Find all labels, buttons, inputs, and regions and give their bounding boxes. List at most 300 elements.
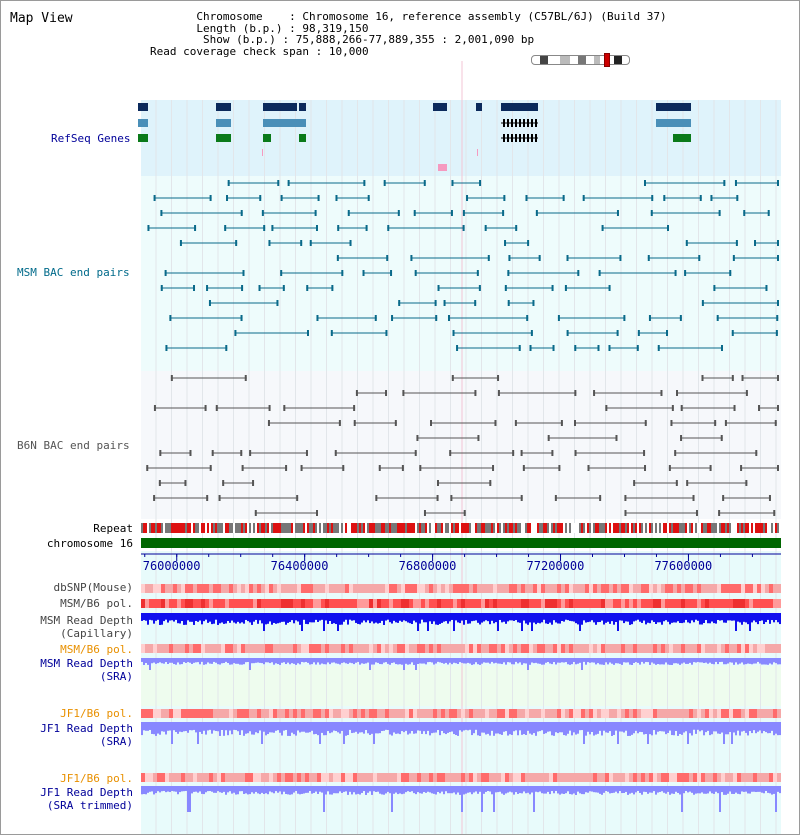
depth-bar [463,786,465,794]
depth-bar [439,722,441,735]
repeat-element [753,523,755,533]
repeat-element [451,523,453,533]
polymorphism-cell [701,709,705,718]
msm-bac-pair-end [235,240,237,246]
polymorphism-cell [213,709,217,718]
msm-bac-pair-end [503,195,505,201]
polymorphism-cell [237,709,241,718]
depth-bar [657,658,659,664]
depth-bar [649,786,651,793]
polymorphism-cell [433,599,437,608]
polymorphism-cell [221,644,225,653]
polymorphism-cell [181,709,185,718]
depth-bar [189,613,191,622]
b6n-bac-pair-end [402,465,404,471]
depth-bar [455,722,457,735]
depth-bar [759,658,761,664]
repeat-element [651,523,653,533]
depth-bar [409,722,411,733]
polymorphism-cell [405,773,409,782]
depth-bar [745,722,747,733]
depth-bar [575,613,577,623]
gene-exon [515,134,517,142]
repeat-element [739,523,741,533]
depth-bar [557,658,559,663]
depth-bar [315,722,317,734]
msm-bac-pair-end [456,345,458,351]
depth-bar [343,722,345,744]
depth-bar [521,613,523,631]
depth-bar [289,613,291,622]
depth-bar [367,786,369,793]
msm-bac-pair-end [684,270,686,276]
polymorphism-cell [569,773,573,782]
polymorphism-cell [765,584,769,593]
repeat-element [703,523,705,533]
b6n-bac-pair-end [450,495,452,501]
polymorphism-cell [149,644,153,653]
polymorphism-cell [249,644,253,653]
depth-bar [305,613,307,624]
depth-bar [383,786,385,795]
polymorphism-cell [317,599,321,608]
polymorphism-cell [193,644,197,653]
depth-bar [779,613,781,624]
msm-bac-label[interactable]: MSM BAC end pairs [17,266,130,279]
b6n-bac-pair-end [424,510,426,516]
polymorphism-cell [645,644,649,653]
depth-bar [449,658,451,663]
msm-bac-pair-end [777,300,779,306]
polymorphism-cell [609,599,613,608]
depth-bar [185,786,187,791]
repeat-element [441,523,443,533]
polymorphism-cell [465,709,469,718]
repeat-element [145,523,147,533]
depth-bar [747,722,749,735]
repeat-element [185,523,187,533]
repeat-element [567,523,569,533]
msm-bac-pair-end [337,225,339,231]
polymorphism-cell [333,773,337,782]
polymorphism-cell [373,709,377,718]
polymorphism-cell [445,709,449,718]
polymorphism-cell [441,599,445,608]
depth-bar [209,658,211,664]
depth-bar [357,658,359,662]
msm-bac-pair-end [194,225,196,231]
msm-bac-pair-end [414,210,416,216]
depth-bar [443,722,445,733]
repeat-element [355,523,357,533]
polymorphism-cell [569,599,573,608]
depth-bar [645,658,647,662]
depth-bar [161,613,163,625]
polymorphism-cell [289,644,293,653]
repeat-element [189,523,191,533]
repeat-element [345,523,347,533]
chromosome-track-label[interactable]: chromosome 16 [46,537,133,550]
depth-bar [207,722,209,730]
depth-bar [579,722,581,730]
depth-bar [507,658,509,662]
polymorphism-cell [625,773,629,782]
polymorphism-cell [629,599,633,608]
depth-bar [599,658,601,664]
depth-bar [583,658,585,662]
depth-bar [167,613,169,623]
depth-bar [711,613,713,622]
msm-depth-sra-label-1[interactable]: MSM Read Depth [40,657,133,670]
b6n-bac-pair-end [548,435,550,441]
depth-bar [727,658,729,664]
repeat-element [539,523,541,533]
depth-bar [473,722,475,733]
depth-bar [719,786,721,812]
polymorphism-cell [269,773,273,782]
depth-bar [339,613,341,625]
depth-bar [157,613,159,620]
depth-bar [459,786,461,795]
polymorphism-cell [569,584,573,593]
polymorphism-cell [233,644,237,653]
depth-bar [519,613,521,623]
b6n-bac-pair-end [477,435,479,441]
msm-bac-pair-end [435,300,437,306]
depth-bar [653,658,655,664]
polymorphism-cell [541,773,545,782]
msm-depth-cap-label-1[interactable]: MSM Read Depth [40,614,133,627]
depth-bar [463,722,465,730]
depth-bar [389,613,391,622]
depth-bar [665,658,667,662]
polymorphism-cell [525,644,529,653]
polymorphism-cell [189,773,193,782]
polymorphism-cell [669,773,673,782]
depth-bar [753,613,755,620]
jf1-depth-label-1[interactable]: JF1 Read Depth [40,722,133,735]
depth-bar [547,658,549,662]
depth-bar [267,722,269,734]
depth-bar [313,722,315,734]
polymorphism-cell [405,709,409,718]
msm-bac-pair-end [262,210,264,216]
depth-bar [359,786,361,795]
jf1-pol-2-label[interactable]: JF1/B6 pol. [60,772,133,785]
repeat-element [197,523,199,533]
depth-bar [411,658,413,662]
depth-bar [617,786,619,793]
polymorphism-cell [705,644,709,653]
depth-bar [397,658,399,664]
polymorphism-cell [737,709,741,718]
polymorphism-cell [369,709,373,718]
b6n-bac-pair-end [710,465,712,471]
depth-bar [393,613,395,621]
polymorphism-cell [585,644,589,653]
depth-bar [623,658,625,662]
polymorphism-cell [485,709,489,718]
depth-bar [615,786,617,792]
polymorphism-cell [165,709,169,718]
polymorphism-cell [461,584,465,593]
depth-bar [713,658,715,664]
polymorphism-cell [721,584,725,593]
depth-bar [401,658,403,665]
polymorphism-cell [241,584,245,593]
polymorphism-cell [637,773,641,782]
polymorphism-cell [765,599,769,608]
depth-bar [279,786,281,791]
depth-bar [445,613,447,621]
depth-bar [143,722,145,730]
depth-bar [659,722,661,731]
msm-bac-pair-end [415,270,417,276]
depth-bar [323,786,325,812]
refseq-label[interactable]: RefSeq Genes [51,132,131,145]
polymorphism-cell [701,584,705,593]
polymorphism-cell [249,773,253,782]
depth-bar [191,722,193,730]
polymorphism-cell [233,584,237,593]
depth-bar [395,658,397,664]
polymorphism-cell [609,773,613,782]
repeat-element [525,523,527,533]
polymorphism-cell [605,773,609,782]
polymorphism-cell [229,644,233,653]
polymorphism-cell [693,599,697,608]
depth-bar [475,786,477,791]
depth-bar [695,613,697,620]
msm-bac-pair-end [583,195,585,201]
depth-bar [225,722,227,730]
polymorphism-cell [725,584,729,593]
msm-bac-pair-end [335,195,337,201]
polymorphism-cell [185,773,189,782]
depth-bar [387,786,389,792]
jf1-pol-label[interactable]: JF1/B6 pol. [60,707,133,720]
depth-bar [563,658,565,663]
depth-bar [561,658,563,662]
repeat-element [349,523,351,533]
polymorphism-cell [161,709,165,718]
depth-bar [633,658,635,663]
b6n-bac-pair-end [301,465,303,471]
depth-bar [715,786,717,792]
polymorphism-cell [465,584,469,593]
polymorphism-cell [189,644,193,653]
repeat-label[interactable]: Repeat [93,522,133,535]
polymorphism-cell [189,599,193,608]
depth-bar [423,722,425,731]
depth-bar [607,613,609,622]
polymorphism-cell [685,584,689,593]
polymorphism-cell [589,709,593,718]
polymorphism-cell [705,773,709,782]
b6n-bac-pair-end [184,480,186,486]
depth-bar [315,786,317,792]
polymorphism-cell [381,709,385,718]
repeat-element [759,523,761,533]
dbsnp-label[interactable]: dbSNP(Mouse) [53,581,133,594]
polymorphism-cell [721,599,725,608]
polymorphism-cell [189,709,193,718]
depth-bar [557,613,559,623]
polymorphism-cell [301,709,305,718]
depth-bar [675,786,677,792]
depth-bar [423,786,425,792]
polymorphism-cell [353,709,357,718]
depth-bar [299,786,301,794]
msm-bac-pair-end [504,240,506,246]
depth-bar [281,722,283,735]
repeat-element [391,523,393,533]
msm-bac-pair-end [619,255,621,261]
msm-bac-pair-end [234,330,236,336]
polymorphism-cell [289,599,293,608]
depth-bar [407,786,409,791]
depth-bar [203,786,205,794]
polymorphism-cell [337,599,341,608]
repeat-element [369,523,371,533]
polymorphism-cell [517,709,521,718]
depth-bar [681,658,683,664]
polymorphism-cell [617,773,621,782]
repeat-element [559,523,561,533]
depth-bar [331,658,333,663]
depth-bar [353,613,355,620]
msm-bac-pair-end [777,180,779,186]
depth-bar [495,658,497,663]
repeat-element [361,523,363,533]
repeat-element [285,523,287,533]
depth-bar [149,658,151,670]
repeat-element [589,523,591,533]
polymorphism-cell [729,773,733,782]
depth-bar [517,786,519,794]
polymorphism-cell [169,644,173,653]
depth-bar [277,786,279,793]
depth-bar [425,613,427,622]
msm-bac-pair-end [435,315,437,321]
polymorphism-cell [413,599,417,608]
polymorphism-cell [389,709,393,718]
polymorphism-cell [293,644,297,653]
polymorphism-cell [653,644,657,653]
repeat-element [401,523,403,533]
depth-bar [675,613,677,623]
polymorphism-cell [249,709,253,718]
jf1-trim-label-1[interactable]: JF1 Read Depth [40,786,133,799]
polymorphism-cell [313,709,317,718]
depth-bar [553,786,555,793]
msm-pol-2-label[interactable]: MSM/B6 pol. [60,643,133,656]
polymorphism-cell [493,644,497,653]
polymorphism-cell [277,773,281,782]
b6n-bac-label[interactable]: B6N BAC end pairs [17,439,130,452]
polymorphism-cell [149,773,153,782]
depth-bar [227,722,229,735]
depth-bar [699,613,701,624]
msm-bac-pair-end [337,255,339,261]
polymorphism-cell [289,709,293,718]
polymorphism-cell [185,599,189,608]
depth-bar [435,722,437,733]
polymorphism-cell [325,709,329,718]
depth-bar [659,613,661,622]
b6n-bac-pair-end [740,465,742,471]
msm-bac-pair-end [648,255,650,261]
depth-bar [241,786,243,791]
depth-bar [535,658,537,663]
depth-bar [651,786,653,793]
polymorphism-cell [145,644,149,653]
depth-bar [601,613,603,621]
depth-bar [181,658,183,664]
polymorphism-cell [697,644,701,653]
depth-bar [683,658,685,663]
depth-bar [275,786,277,791]
depth-bar [335,613,337,624]
depth-bar [385,658,387,662]
depth-bar [627,722,629,736]
polymorphism-cell [201,644,205,653]
depth-bar [541,786,543,793]
polymorphism-cell [541,644,545,653]
polymorphism-cell [297,599,301,608]
depth-bar [447,658,449,664]
msm-bac-pair-end [729,270,731,276]
repeat-element [271,523,273,533]
polymorphism-cell [409,644,413,653]
msm-bac-pair-end [736,240,738,246]
depth-bar [571,786,573,794]
depth-bar [243,722,245,736]
depth-bar [713,786,715,794]
polymorphism-cell [529,599,533,608]
msm-pol-label[interactable]: MSM/B6 pol. [60,597,133,610]
b6n-bac-pair-end [633,480,635,486]
polymorphism-cell [773,644,777,653]
depth-bar [171,658,173,663]
b6n-bac-pair-end [693,495,695,501]
polymorphism-cell [581,599,585,608]
depth-bar [343,613,345,622]
depth-bar [415,786,417,794]
depth-bar [217,658,219,664]
polymorphism-cell [181,599,185,608]
depth-bar [525,613,527,623]
repeat-element [477,523,479,533]
msm-bac-pair-end [385,330,387,336]
repeat-element [433,523,435,533]
depth-bar [433,658,435,665]
polymorphism-cell [749,709,753,718]
depth-bar [473,613,475,621]
depth-bar [427,613,429,631]
depth-bar [235,613,237,624]
b6n-bac-pair-end [339,420,341,426]
depth-bar [639,613,641,622]
depth-bar [709,722,711,735]
depth-bar [499,722,501,734]
repeat-element [681,523,683,533]
depth-bar [453,722,455,734]
depth-bar [485,786,487,792]
repeat-element [701,523,703,533]
repeat-element [757,523,759,533]
depth-bar [143,786,145,794]
